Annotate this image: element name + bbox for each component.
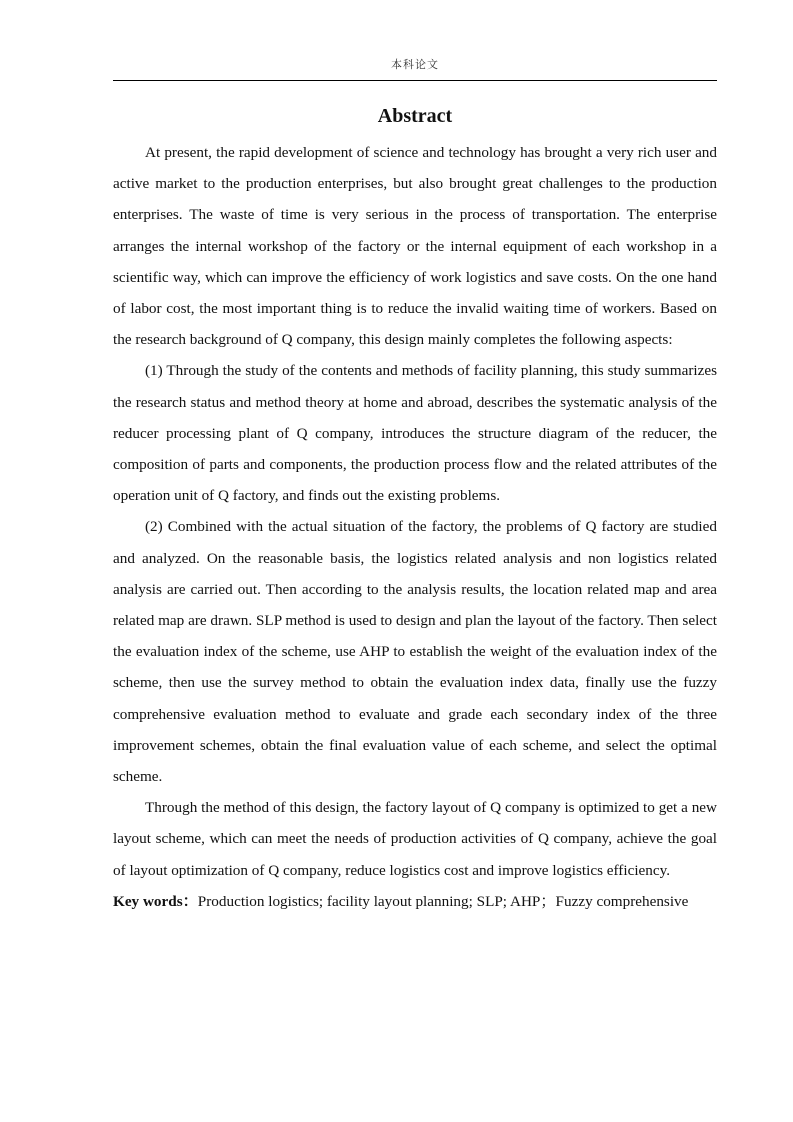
- keywords-list: Production logistics; facility layout planning; SLP; AHP；Fuzzy comprehensive: [197, 892, 689, 910]
- keywords-label: Key words：: [113, 892, 198, 910]
- abstract-title: Abstract: [377, 105, 453, 127]
- keywords-line: [113, 886, 717, 917]
- abstract-paragraph-aspect-1: (1) Through the study of the contents and methods of facility planning, this study summarizes the research status and method theory at home and abroad, describes the systematic analysis of the reducer processing plant of Q company, introduces the structure diagram of the reducer, the composition of parts and components, the production process flow and the related attributes of the operation unit of Q factory, and finds out the existing problems.: [113, 362, 717, 505]
- header-divider: [113, 80, 717, 81]
- running-header: 本科论文: [391, 58, 439, 71]
- abstract-paragraph-conclusion: Through the method of this design, the factory layout of Q company is optimized to get a new layout scheme, which can meet the needs of production activities of Q company, achieve the goal of layout optimization of Q company, reduce logistics cost and improve logistics efficiency.: [113, 799, 717, 879]
- abstract-paragraph-aspect-2: (2) Combined with the actual situation of the factory, the problems of Q factory are studied and analyzed. On the reasonable basis, the logistics related analysis and non logistics related analysis are carried out. Then according to the analysis results, the location related map and area related map are drawn. SLP method is used to design and plan the layout of the factory. Then select the evaluation index of the scheme, use AHP to establish the weight of the evaluation index of the scheme, then use the survey method to obtain the evaluation index data, finally use the fuzzy comprehensive evaluation method to evaluate and grade each secondary index of the three improvement schemes, obtain the final evaluation value of each scheme, and select the optimal scheme.: [113, 518, 717, 786]
- abstract-body: [113, 137, 717, 917]
- abstract-paragraph-intro: At present, the rapid development of science and technology has brought a very rich user and active market to the production enterprises, but also brought great challenges to the production enterprises. The waste of time is very serious in the process of transportation. The enterprise arranges the internal workshop of the factory or the internal equipment of each workshop in a scientific way, which can improve the efficiency of work logistics and save costs. On the one hand of labor cost, the most important thing is to reduce the invalid waiting time of workers. Based on the research background of Q company, this design mainly completes the following aspects:: [113, 144, 717, 349]
